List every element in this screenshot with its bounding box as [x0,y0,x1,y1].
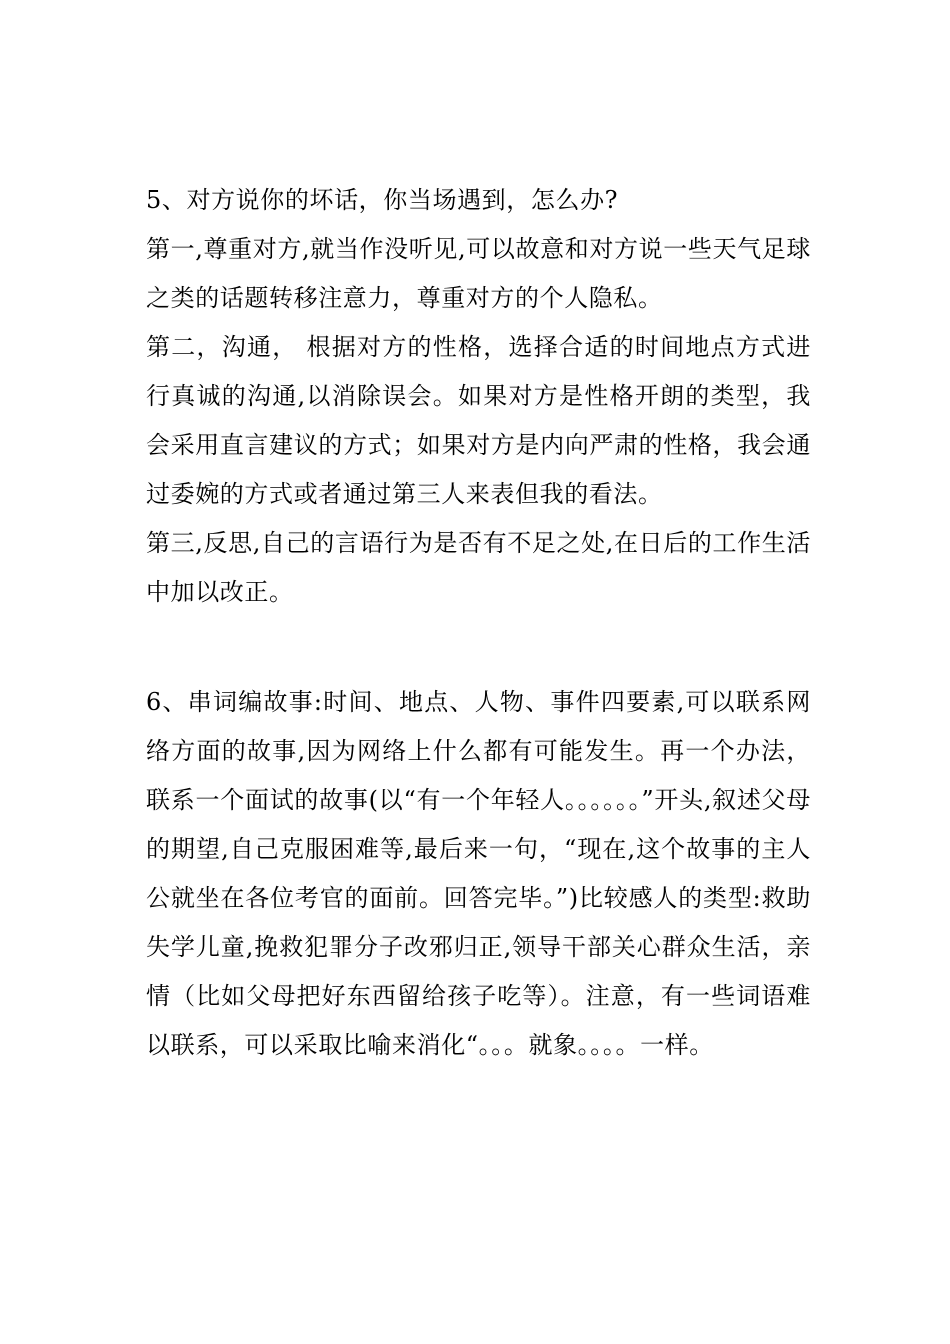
section-5 [146,176,811,617]
answer-point-2: 第二，沟通， 根据对方的性格，选择合适的时间地点方式进行真诚的沟通,以消除误会。如果对方是性格开朗的类型，我会采用直言建议的方式；如果对方是内向严肃的性格，我会通过委婉的方式或者通过第三人来表但我的看法。 [146,333,811,508]
answer-point-3: 第三,反思,自己的言语行为是否有不足之处,在日后的工作生活中加以改正。 [146,529,811,606]
section-6-body: 6、串词编故事:时间、地点、人物、事件四要素,可以联系网络方面的故事,因为网络上什么都有可能发生。再一个办法，联系一个面试的故事(以“有一个年轻人。。。。。。”开头,叙述父母的期望,自己克服困难等,最后来一句，“现在,这个故事的主人公就坐在各位考官的面前。回答完毕。”)比较感人的类型:救助失学儿童,挽救犯罪分子改邪归正,领导干部关心群众生活，亲情（比如父母把好东西留给孩子吃等）。注意，有一些词语难以联系，可以采取比喻来消化“。。。就象。。。。一样。 [146,688,811,1059]
section-6 [146,678,811,1070]
question-5: 5、对方说你的坏话，你当场遇到，怎么办? [146,186,619,214]
answer-point-1: 第一,尊重对方,就当作没听见,可以故意和对方说一些天气足球之类的话题转移注意力，尊重对方的个人隐私。 [146,235,811,312]
